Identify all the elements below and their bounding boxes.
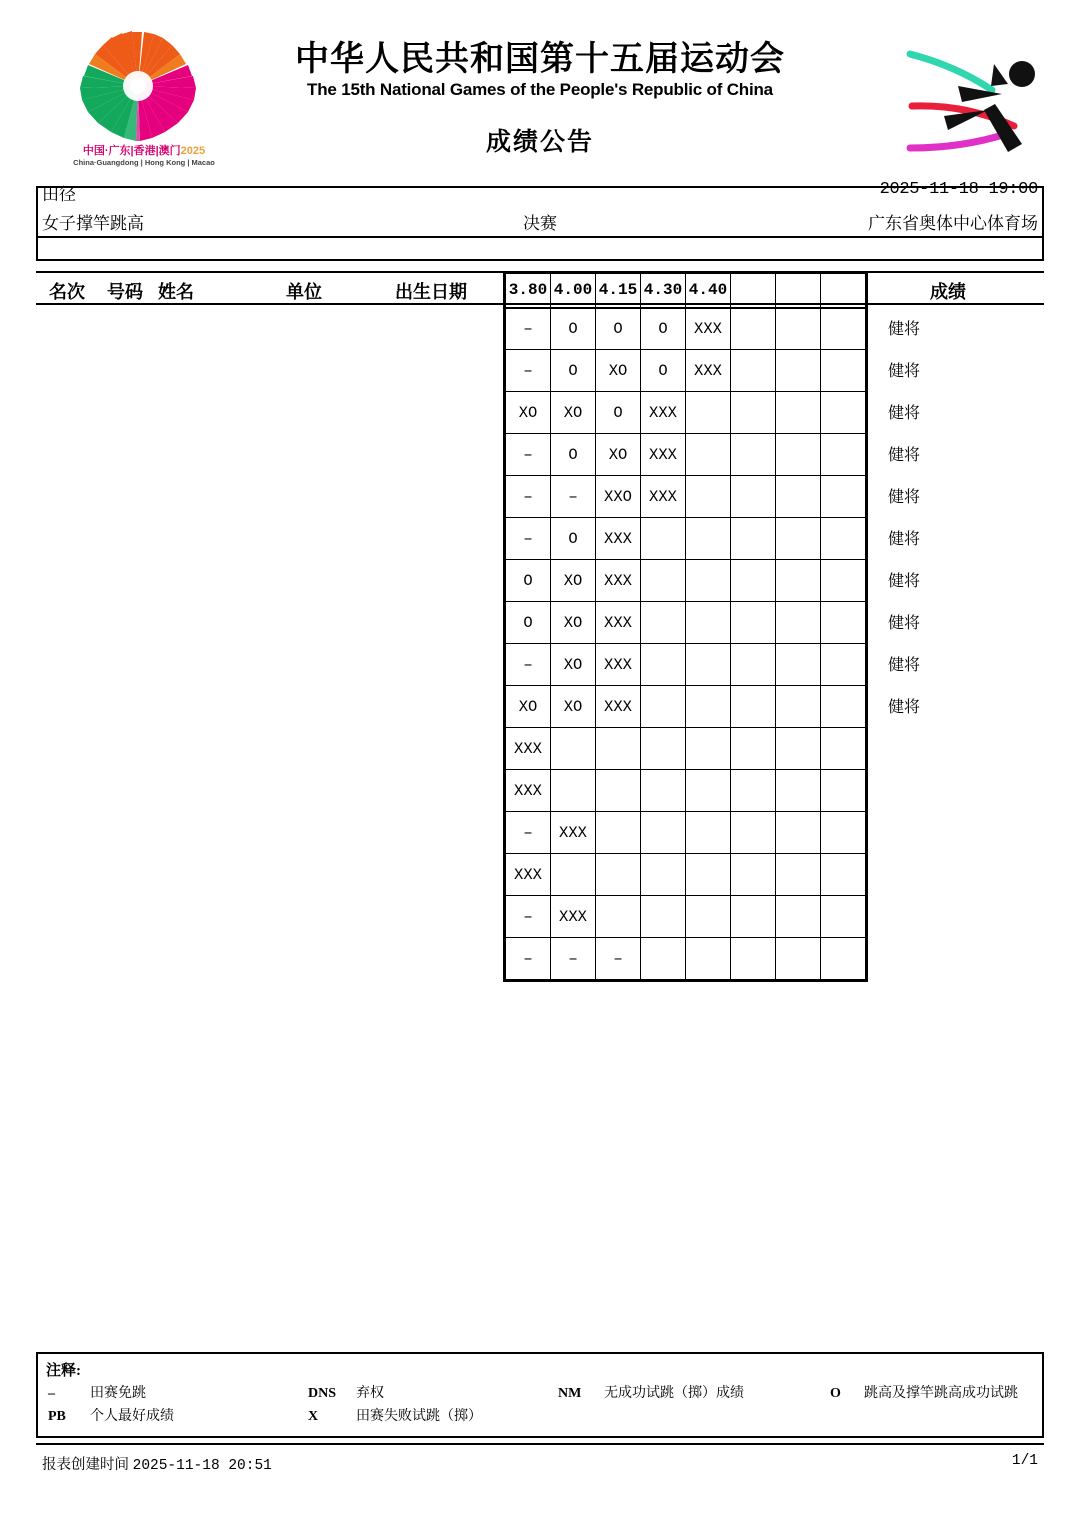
attempt-cell <box>686 560 731 602</box>
attempt-cell: O <box>551 434 596 476</box>
attempt-cell <box>731 770 776 812</box>
height-header: 4.15 <box>596 274 641 308</box>
attempt-row <box>506 476 866 518</box>
legend-key: – <box>48 1386 55 1401</box>
attempt-cell <box>776 644 821 686</box>
attempt-row <box>506 896 866 938</box>
attempt-cell <box>776 686 821 728</box>
column-header-rank: 名次 <box>49 282 85 302</box>
result-grade: 健将 <box>888 615 921 632</box>
attempt-cell: – <box>506 476 551 518</box>
result-cell <box>888 316 1018 339</box>
attempt-row <box>506 854 866 896</box>
event-round: 决赛 <box>523 214 557 233</box>
games-emblem-burst-icon <box>62 28 214 146</box>
attempt-cell <box>686 854 731 896</box>
result-grade: 健将 <box>888 405 921 422</box>
attempt-cell: XXX <box>596 518 641 560</box>
height-header: 4.00 <box>551 274 596 308</box>
legend-title: 注释: <box>46 1363 81 1379</box>
attempt-cell <box>776 560 821 602</box>
attempt-cell: – <box>506 350 551 392</box>
attempt-cell: XXX <box>506 854 551 896</box>
attempt-cell <box>776 434 821 476</box>
attempt-cell <box>686 896 731 938</box>
page-header <box>0 0 1080 178</box>
attempt-cell <box>596 896 641 938</box>
attempt-cell <box>686 728 731 770</box>
result-cell <box>888 526 1018 549</box>
attempt-row <box>506 518 866 560</box>
attempt-cell <box>776 728 821 770</box>
attempt-cell: O <box>551 308 596 350</box>
column-header-unit: 单位 <box>286 282 322 302</box>
attempt-cell <box>731 728 776 770</box>
attempt-cell <box>686 518 731 560</box>
attempt-cell: O <box>551 518 596 560</box>
page-title-en: The 15th National Games of the People's Republic of China <box>307 80 773 100</box>
legend-row <box>38 1405 1042 1428</box>
attempt-cell <box>596 770 641 812</box>
attempt-cell <box>776 350 821 392</box>
result-cell <box>888 484 1018 507</box>
records-table <box>36 186 1044 261</box>
attempt-cell <box>551 854 596 896</box>
legend-key: X <box>308 1409 319 1424</box>
created-label: 报表创建时间 <box>42 1457 129 1473</box>
attempt-cell: XXX <box>551 896 596 938</box>
attempt-cell <box>731 350 776 392</box>
attempt-cell <box>686 602 731 644</box>
legend-key: DNS <box>308 1386 337 1401</box>
attempt-cell: – <box>551 476 596 518</box>
attempt-cell <box>641 728 686 770</box>
attempt-cell <box>821 434 866 476</box>
attempt-cell <box>821 518 866 560</box>
attempt-cell <box>596 728 641 770</box>
page-number: 1/1 <box>1011 1453 1038 1469</box>
height-header <box>776 274 821 308</box>
attempt-cell: O <box>641 308 686 350</box>
column-header-result: 成绩 <box>930 282 966 302</box>
attempt-cell <box>686 392 731 434</box>
attempt-cell <box>596 812 641 854</box>
attempt-cell <box>776 392 821 434</box>
attempt-cell: XXX <box>641 392 686 434</box>
emblem-caption-en: China·Guangdong | Hong Kong | Macao <box>73 157 215 167</box>
attempt-cell <box>731 812 776 854</box>
attempt-cell <box>731 434 776 476</box>
attempt-row <box>506 812 866 854</box>
attempt-cell: XXX <box>596 686 641 728</box>
attempt-cell <box>641 812 686 854</box>
attempt-row <box>506 350 866 392</box>
attempt-row <box>506 602 866 644</box>
attempt-cell: O <box>551 350 596 392</box>
result-grade: 健将 <box>888 573 921 590</box>
attempt-cell <box>551 770 596 812</box>
attempt-cell <box>821 476 866 518</box>
height-header: 4.30 <box>641 274 686 308</box>
attempt-cell <box>686 812 731 854</box>
attempt-cell: – <box>506 896 551 938</box>
attempt-cell <box>776 602 821 644</box>
attempt-cell <box>596 854 641 896</box>
attempt-cell: XXX <box>506 728 551 770</box>
attempt-cell: XXX <box>596 560 641 602</box>
result-cell <box>888 694 1018 717</box>
attempt-cell: XXX <box>596 644 641 686</box>
attempt-cell: – <box>596 938 641 980</box>
attempt-cell: XO <box>551 392 596 434</box>
result-grade: 健将 <box>888 489 921 506</box>
footer-divider <box>36 1443 1044 1445</box>
attempt-cell: – <box>506 434 551 476</box>
result-cell <box>888 652 1018 675</box>
attempt-cell <box>821 560 866 602</box>
attempt-cell <box>821 602 866 644</box>
attempt-cell: – <box>506 518 551 560</box>
attempt-cell <box>821 896 866 938</box>
attempt-cell <box>731 308 776 350</box>
result-grade: 健将 <box>888 699 921 716</box>
attempt-cell <box>821 308 866 350</box>
attempt-cell <box>686 770 731 812</box>
attempt-row <box>506 308 866 350</box>
legend-key: NM <box>558 1386 582 1401</box>
legend-key: PB <box>48 1409 66 1424</box>
attempt-cell <box>731 854 776 896</box>
attempt-cell: XXX <box>641 434 686 476</box>
attempt-cell: O <box>506 560 551 602</box>
emblem-caption <box>54 146 234 166</box>
column-header-bib: 号码 <box>107 282 143 302</box>
attempt-cell <box>731 560 776 602</box>
column-header-name: 姓名 <box>158 282 194 302</box>
attempt-cell: XO <box>551 686 596 728</box>
attempt-cell <box>821 728 866 770</box>
attempt-cell <box>641 518 686 560</box>
sport-label: 田径 <box>42 185 76 204</box>
attempt-cell <box>686 476 731 518</box>
attempt-row <box>506 938 866 980</box>
height-header: 4.40 <box>686 274 731 308</box>
attempt-cell: XO <box>596 434 641 476</box>
attempt-cell: – <box>551 938 596 980</box>
attempt-row <box>506 434 866 476</box>
result-cell <box>888 442 1018 465</box>
attempt-cell <box>821 812 866 854</box>
attempt-cell <box>731 392 776 434</box>
attempt-grid <box>503 271 868 982</box>
result-grade: 健将 <box>888 363 921 380</box>
attempt-cell <box>821 770 866 812</box>
attempt-cell: O <box>596 392 641 434</box>
record-row <box>38 234 1042 256</box>
attempt-cell <box>821 392 866 434</box>
attempt-cell: XO <box>506 686 551 728</box>
column-header-dob: 出生日期 <box>395 282 467 302</box>
attempt-cell: XXX <box>551 812 596 854</box>
height-header <box>821 274 866 308</box>
attempt-cell <box>686 938 731 980</box>
watermark <box>0 1495 1080 1512</box>
attempt-cell: XO <box>551 602 596 644</box>
attempt-cell <box>776 518 821 560</box>
result-cell <box>888 400 1018 423</box>
attempt-cell: O <box>641 350 686 392</box>
attempt-cell <box>641 896 686 938</box>
attempt-cell: O <box>506 602 551 644</box>
attempt-cell: XXX <box>641 476 686 518</box>
page-subtitle: 成绩公告 <box>485 128 594 157</box>
attempt-row <box>506 644 866 686</box>
attempt-cell <box>641 686 686 728</box>
record-row <box>38 190 1042 212</box>
attempt-cell <box>641 602 686 644</box>
height-header <box>731 274 776 308</box>
page-title-cn: 中华人民共和国第十五届运动会 <box>295 40 785 78</box>
attempt-cell: – <box>506 644 551 686</box>
attempt-cell <box>731 644 776 686</box>
attempt-cell: XXX <box>686 308 731 350</box>
height-header: 3.80 <box>506 274 551 308</box>
attempt-cell: XO <box>506 392 551 434</box>
result-grade: 健将 <box>888 447 921 464</box>
attempt-row <box>506 728 866 770</box>
event-venue: 广东省奥体中心体育场 <box>868 214 1038 233</box>
attempt-cell <box>641 770 686 812</box>
emblem-caption-year: 2025 <box>180 145 206 157</box>
attempt-cell: XXX <box>686 350 731 392</box>
attempt-row <box>506 392 866 434</box>
created-time: 2025-11-18 20:51 <box>132 1458 272 1474</box>
attempt-cell: – <box>506 812 551 854</box>
legend-value: 田赛失败试跳（掷） <box>356 1409 482 1424</box>
attempt-cell <box>821 350 866 392</box>
page-footer <box>36 1450 1044 1476</box>
attempt-row <box>506 560 866 602</box>
record-row <box>38 212 1042 234</box>
attempt-cell: – <box>506 308 551 350</box>
attempt-cell <box>641 854 686 896</box>
event-name: 女子撑竿跳高 <box>42 214 144 233</box>
attempt-cell <box>686 644 731 686</box>
result-grade: 健将 <box>888 657 921 674</box>
attempt-cell: XO <box>596 350 641 392</box>
result-cell <box>888 568 1018 591</box>
attempt-cell <box>731 476 776 518</box>
attempt-cell: XO <box>551 560 596 602</box>
attempt-cell: XXX <box>506 770 551 812</box>
attempt-cell <box>551 728 596 770</box>
attempt-cell <box>731 686 776 728</box>
results-table <box>36 271 1044 977</box>
attempt-cell <box>641 644 686 686</box>
result-cell <box>888 610 1018 633</box>
athletics-pictogram-icon <box>896 30 1056 170</box>
attempt-cell <box>776 476 821 518</box>
attempt-cell <box>776 896 821 938</box>
legend-value: 无成功试跳（掷）成绩 <box>604 1386 744 1401</box>
legend-key: O <box>830 1386 841 1401</box>
legend-value: 跳高及撑竿跳高成功试跳 <box>864 1386 1018 1401</box>
attempt-cell <box>776 812 821 854</box>
legend-value: 田赛免跳 <box>90 1386 146 1401</box>
attempt-cell: XXO <box>596 476 641 518</box>
attempt-cell <box>731 602 776 644</box>
attempt-cell <box>776 854 821 896</box>
attempt-cell <box>641 560 686 602</box>
games-emblem <box>44 28 234 178</box>
attempt-cell <box>821 644 866 686</box>
attempt-cell: XXX <box>596 602 641 644</box>
result-grade: 健将 <box>888 321 921 338</box>
attempt-row <box>506 686 866 728</box>
emblem-caption-cn: 中国·广东|香港|澳门 <box>82 145 181 157</box>
attempt-cell <box>731 938 776 980</box>
legend-value: 弃权 <box>356 1386 384 1401</box>
title-block <box>240 40 840 158</box>
attempt-cell <box>731 518 776 560</box>
attempt-cell <box>821 938 866 980</box>
attempt-cell <box>731 896 776 938</box>
attempt-cell <box>821 854 866 896</box>
result-grade: 健将 <box>888 531 921 548</box>
attempt-cell <box>776 308 821 350</box>
attempt-cell <box>776 938 821 980</box>
attempt-row <box>506 770 866 812</box>
attempt-cell <box>686 686 731 728</box>
attempt-cell: XO <box>551 644 596 686</box>
event-datetime: 2025-11-18 19:00 <box>879 180 1038 199</box>
attempt-cell <box>686 434 731 476</box>
attempt-cell <box>641 938 686 980</box>
result-cell <box>888 358 1018 381</box>
attempt-cell: – <box>506 938 551 980</box>
attempt-cell <box>821 686 866 728</box>
legend-row <box>38 1382 1042 1405</box>
legend-box <box>36 1352 1044 1438</box>
attempt-cell <box>776 770 821 812</box>
attempt-cell: O <box>596 308 641 350</box>
legend-value: 个人最好成绩 <box>90 1409 174 1424</box>
